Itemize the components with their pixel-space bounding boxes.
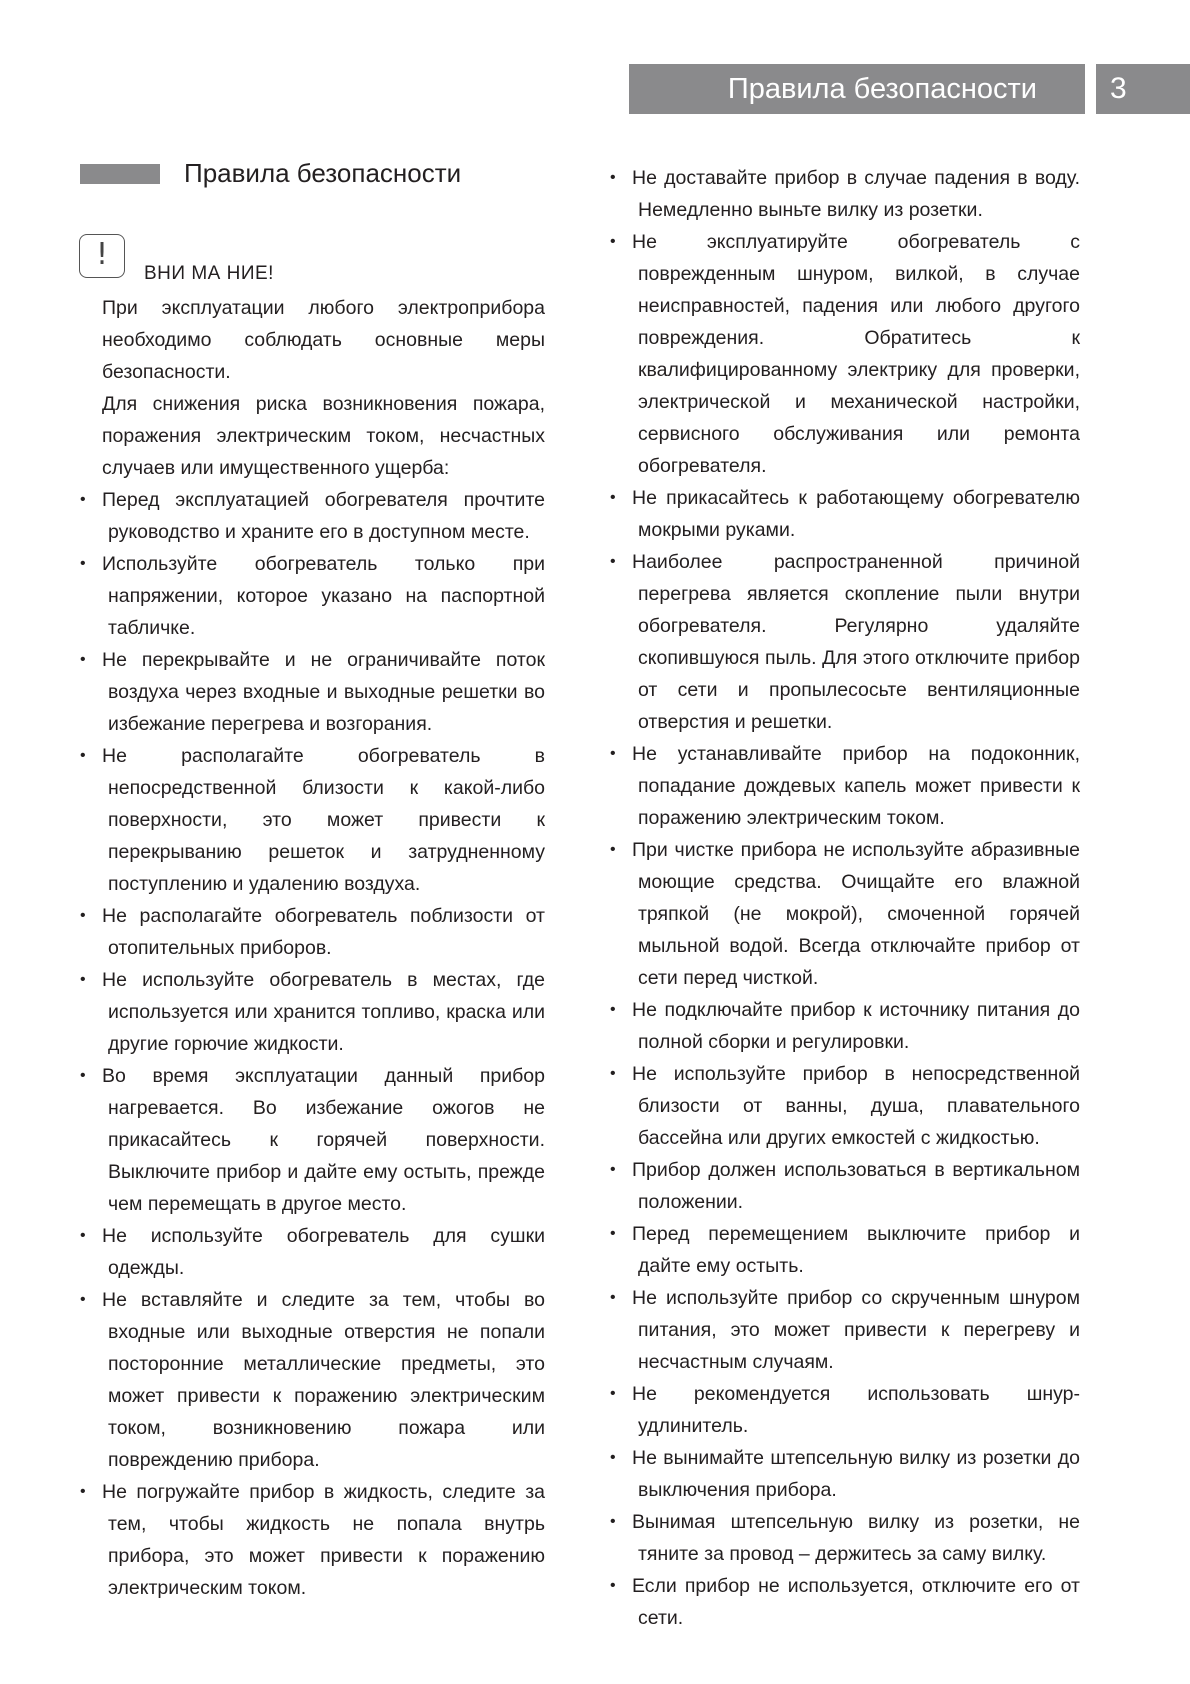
list-item: • Не используйте прибор со скрученным шнуром питания, это может привести к перегреву и несчастным случаям.: [610, 1287, 1080, 1373]
header-title-bar: [629, 64, 1085, 114]
list-item: • Вынимая штепсельную вилку из розетки, не тяните за провод – держитесь за саму вилку.: [610, 1511, 1080, 1565]
list-item: • Не устанавливайте прибор на подоконник, попадание дождевых капель может привести к поражению электрическим током.: [610, 743, 1080, 829]
warning-label: ВНИ МА НИЕ!: [144, 263, 274, 284]
page-number: 3: [1096, 64, 1190, 114]
list-item: • Перед эксплуатацией обогревателя прочтите руководство и храните его в доступном месте.: [80, 489, 545, 543]
intro-paragraph: Для снижения риска возникновения пожара, поражения электрическим током, несчастных случаев или имущественного ущерба:: [102, 393, 545, 479]
safety-list-left: [80, 484, 545, 1604]
list-item: • Не вставляйте и следите за тем, чтобы во входные или выходные отверстия не попали посторонние металлические предметы, это может привести к поражению электрическим током, возникновению пожара или повреждению прибора.: [80, 1289, 545, 1471]
list-item: • Наиболее распространенной причиной перегрева является скопление пыли внутри обогревателя. Регулярно удаляйте скопившуюся пыль. Для этого отключите прибор от сети и пропылесосьте вентиляционные отверстия и решетки.: [610, 551, 1080, 733]
list-item: • Не эксплуатируйте обогреватель с поврежденным шнуром, вилкой, в случае неисправностей, падения или любого другого повреждения. Обратитесь к квалифицированному электрику для проверки, электрической и механической настройки, сервисного обслуживания или ремонта обогревателя.: [610, 231, 1080, 477]
list-item: • Если прибор не используется, отключите его от сети.: [610, 1575, 1080, 1629]
list-item: • Не располагайте обогреватель поблизости от отопительных приборов.: [80, 905, 545, 959]
header-title: Правила безопасности: [727, 73, 1037, 105]
list-item: • Не используйте прибор в непосредственной близости от ванны, душа, плавательного бассейна или других емкостей с жидкостью.: [610, 1063, 1080, 1149]
list-item: • Не используйте обогреватель для сушки одежды.: [80, 1225, 545, 1279]
list-item: • Прибор должен использоваться в вертикальном положении.: [610, 1159, 1080, 1213]
intro-paragraph: При эксплуатации любого электроприбора необходимо соблюдать основные меры безопасности.: [102, 297, 545, 383]
list-item: • Не доставайте прибор в случае падения в воду. Немедленно выньте вилку из розетки.: [610, 167, 1080, 221]
list-item: • Перед перемещением выключите прибор и дайте ему остыть.: [610, 1223, 1080, 1277]
list-item: • Используйте обогреватель только при напряжении, которое указано на паспортной табличке.: [80, 553, 545, 639]
list-item: • Не рекомендуется использовать шнур-удлинитель.: [610, 1383, 1080, 1437]
list-item: • Не подключайте прибор к источнику питания до полной сборки и регулировки.: [610, 999, 1080, 1053]
list-item: • Не вынимайте штепсельную вилку из розетки до выключения прибора.: [610, 1447, 1080, 1501]
list-item: • Во время эксплуатации данный прибор нагревается. Во избежание ожогов не прикасайтесь к горячей поверхности. Выключите прибор и дайте ему остыть, прежде чем перемещать в другое место.: [80, 1065, 545, 1215]
list-item: • Не прикасайтесь к работающему обогревателю мокрыми руками.: [610, 487, 1080, 541]
list-item: • Не погружайте прибор в жидкость, следите за тем, чтобы жидкость не попала внутрь прибора, это может привести к поражению электрическим током.: [80, 1481, 545, 1599]
section-title: Правила безопасности: [184, 158, 462, 188]
safety-list-right: [610, 162, 1080, 1634]
right-column: [610, 162, 1080, 1634]
list-item: • Не перекрывайте и не ограничивайте поток воздуха через входные и выходные решетки во избежание перегрева и возгорания.: [80, 649, 545, 735]
section-marker-bar: [80, 164, 160, 184]
list-item: • При чистке прибора не используйте абразивные моющие средства. Очищайте его влажной тряпкой (не мокрой), смоченной горячей мыльной водой. Всегда отключайте прибор от сети перед чисткой.: [610, 839, 1080, 989]
left-column: [80, 292, 545, 1604]
exclamation-icon: !: [79, 234, 125, 278]
list-item: • Не располагайте обогреватель в непосредственной близости к какой-либо поверхности, это может привести к перекрыванию решеток и затрудненному поступлению и удалению воздуха.: [80, 745, 545, 895]
list-item: • Не используйте обогреватель в местах, где используется или хранится топливо, краска или другие горючие жидкости.: [80, 969, 545, 1055]
